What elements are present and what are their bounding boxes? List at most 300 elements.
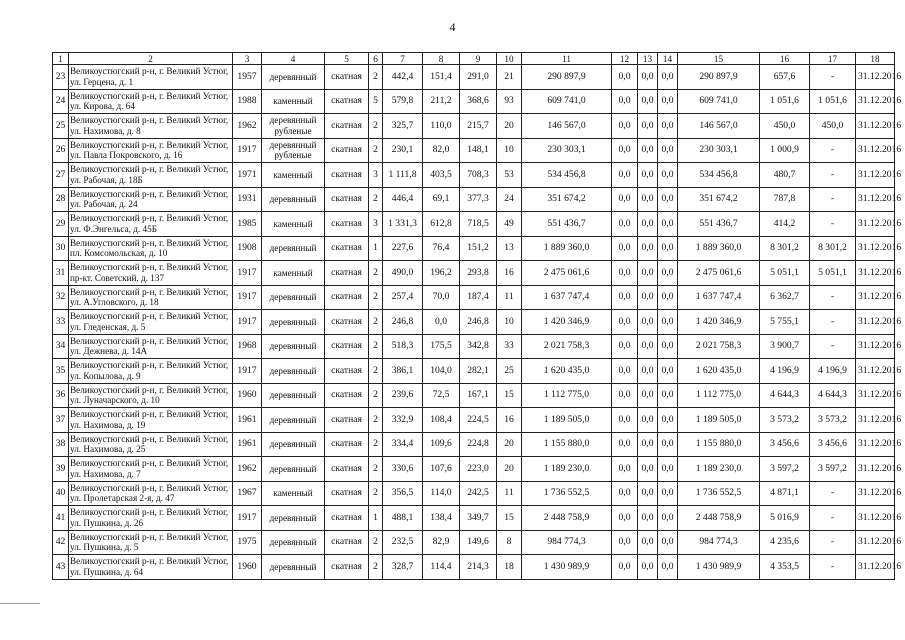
address-cell: Великоустюгский р-н, г. Великий Устюг, ул. Дежнева, д. 14А — [69, 334, 233, 359]
roof-type-cell: скатная — [325, 408, 369, 433]
fund-cell: 0,0 — [638, 432, 658, 457]
address-cell: Великоустюгский р-н, г. Великий Устюг, ул. Нахимова, д. 19 — [69, 408, 233, 433]
total-cost-cell: 1 189 505,0 — [522, 408, 612, 433]
cost-per-sqm-cell: 3 573,2 — [760, 408, 810, 433]
owner-funds-cell: 1 112 775,0 — [678, 383, 760, 408]
wall-material-cell: деревянный — [262, 530, 325, 555]
table-row — [53, 383, 895, 408]
address-cell: Великоустюгский р-н, г. Великий Устюг, ул. Пушкина, д. 64 — [69, 555, 233, 580]
address-cell: Великоустюгский р-н, г. Великий Устюг, ул. Гледенская, д. 5 — [69, 310, 233, 335]
wall-material-cell: деревянный — [262, 285, 325, 310]
common-area-cell: 175,5 — [423, 334, 460, 359]
wall-material-cell: деревянный — [262, 457, 325, 482]
completion-date-cell: 31.12.2016 — [856, 506, 895, 531]
common-area-cell: 114,0 — [423, 481, 460, 506]
residents-cell: 20 — [497, 432, 522, 457]
owner-funds-cell: 230 303,1 — [678, 138, 760, 163]
wall-material-cell: деревянный — [262, 383, 325, 408]
total-cost-cell: 551 436,7 — [522, 212, 612, 237]
completion-date-cell: 31.12.2016 — [856, 236, 895, 261]
total-cost-cell: 290 897,9 — [522, 65, 612, 90]
table-row — [53, 530, 895, 555]
roof-type-cell: скатная — [325, 334, 369, 359]
table-row — [53, 212, 895, 237]
address-cell: Великоустюгский р-н, г. Великий Устюг, ул. Кирова, д. 64 — [69, 89, 233, 114]
owner-funds-cell: 290 897,9 — [678, 65, 760, 90]
fund-cell: 0,0 — [612, 163, 638, 188]
fund-cell: 0,0 — [658, 408, 678, 433]
completion-date-cell: 31.12.2016 — [856, 114, 895, 139]
total-area-cell: 579,8 — [383, 89, 423, 114]
cost-per-sqm-cell: 1 000,9 — [760, 138, 810, 163]
living-area-cell: 246,8 — [460, 310, 497, 335]
wall-material-cell: деревянный — [262, 236, 325, 261]
cost-per-sqm-cell: 450,0 — [760, 114, 810, 139]
row-number-cell: 32 — [53, 285, 69, 310]
fund-cell: 0,0 — [638, 359, 658, 384]
floors-cell: 1 — [369, 236, 383, 261]
address-cell: Великоустюгский р-н, г. Великий Устюг, ул. Копылова, д. 9 — [69, 359, 233, 384]
fund-cell: 0,0 — [638, 212, 658, 237]
residents-cell: 10 — [497, 138, 522, 163]
floors-cell: 1 — [369, 506, 383, 531]
roof-type-cell: скатная — [325, 530, 369, 555]
owner-funds-cell: 1 637 747,4 — [678, 285, 760, 310]
fund-cell: 0,0 — [658, 138, 678, 163]
wall-material-cell: деревянный — [262, 506, 325, 531]
fund-cell: 0,0 — [612, 383, 638, 408]
max-cost-cell: - — [810, 506, 856, 531]
wall-material-cell: деревянный — [262, 310, 325, 335]
fund-cell: 0,0 — [658, 530, 678, 555]
column-number-cell: 6 — [369, 53, 383, 65]
address-cell: Великоустюгский р-н, г. Великий Устюг, ул. Рабочая, д. 18Б — [69, 163, 233, 188]
completion-date-cell: 31.12.2016 — [856, 212, 895, 237]
fund-cell: 0,0 — [658, 114, 678, 139]
wall-material-cell: деревянный — [262, 432, 325, 457]
wall-material-cell: каменный — [262, 89, 325, 114]
owner-funds-cell: 351 674,2 — [678, 187, 760, 212]
fund-cell: 0,0 — [612, 236, 638, 261]
year-built-cell: 1957 — [233, 65, 262, 90]
owner-funds-cell: 551 436,7 — [678, 212, 760, 237]
roof-type-cell: скатная — [325, 457, 369, 482]
residents-cell: 25 — [497, 359, 522, 384]
cost-per-sqm-cell: 3 456,6 — [760, 432, 810, 457]
floors-cell: 2 — [369, 481, 383, 506]
owner-funds-cell: 1 620 435,0 — [678, 359, 760, 384]
address-cell: Великоустюгский р-н, г. Великий Устюг, ул. Ф.Энгельса, д. 45Б — [69, 212, 233, 237]
max-cost-cell: - — [810, 310, 856, 335]
living-area-cell: 708,3 — [460, 163, 497, 188]
living-area-cell: 215,7 — [460, 114, 497, 139]
table-row — [53, 334, 895, 359]
fund-cell: 0,0 — [658, 432, 678, 457]
row-number-cell: 31 — [53, 261, 69, 286]
floors-cell: 2 — [369, 408, 383, 433]
completion-date-cell: 31.12.2016 — [856, 138, 895, 163]
total-area-cell: 330,6 — [383, 457, 423, 482]
year-built-cell: 1917 — [233, 506, 262, 531]
column-number-cell: 17 — [810, 53, 856, 65]
table-row — [53, 359, 895, 384]
wall-material-cell: деревянный — [262, 187, 325, 212]
wall-material-cell: деревянный — [262, 65, 325, 90]
column-number-cell: 14 — [658, 53, 678, 65]
total-cost-cell: 609 741,0 — [522, 89, 612, 114]
owner-funds-cell: 2 021 758,3 — [678, 334, 760, 359]
address-cell: Великоустюгский р-н, г. Великий Устюг, ул. Рабочая, д. 24 — [69, 187, 233, 212]
max-cost-cell: - — [810, 334, 856, 359]
owner-funds-cell: 534 456,8 — [678, 163, 760, 188]
cost-per-sqm-cell: 3 900,7 — [760, 334, 810, 359]
fund-cell: 0,0 — [612, 359, 638, 384]
fund-cell: 0,0 — [638, 506, 658, 531]
roof-type-cell: скатная — [325, 138, 369, 163]
completion-date-cell: 31.12.2016 — [856, 334, 895, 359]
max-cost-cell: - — [810, 65, 856, 90]
owner-funds-cell: 1 889 360,0 — [678, 236, 760, 261]
table-row — [53, 481, 895, 506]
fund-cell: 0,0 — [612, 334, 638, 359]
total-cost-cell: 230 303,1 — [522, 138, 612, 163]
residents-cell: 13 — [497, 236, 522, 261]
table-row — [53, 408, 895, 433]
common-area-cell: 107,6 — [423, 457, 460, 482]
completion-date-cell: 31.12.2016 — [856, 65, 895, 90]
common-area-cell: 114,4 — [423, 555, 460, 580]
common-area-cell: 0,0 — [423, 310, 460, 335]
fund-cell: 0,0 — [638, 261, 658, 286]
fund-cell: 0,0 — [638, 138, 658, 163]
completion-date-cell: 31.12.2016 — [856, 89, 895, 114]
floors-cell: 3 — [369, 163, 383, 188]
residents-cell: 10 — [497, 310, 522, 335]
row-number-cell: 23 — [53, 65, 69, 90]
table-row — [53, 261, 895, 286]
cost-per-sqm-cell: 4 235,6 — [760, 530, 810, 555]
fund-cell: 0,0 — [658, 187, 678, 212]
year-built-cell: 1908 — [233, 236, 262, 261]
floors-cell: 2 — [369, 383, 383, 408]
column-number-cell: 13 — [638, 53, 658, 65]
fund-cell: 0,0 — [612, 481, 638, 506]
table-row — [53, 236, 895, 261]
common-area-cell: 82,9 — [423, 530, 460, 555]
fund-cell: 0,0 — [658, 163, 678, 188]
common-area-cell: 109,6 — [423, 432, 460, 457]
fund-cell: 0,0 — [638, 285, 658, 310]
table-row — [53, 457, 895, 482]
max-cost-cell: 3 597,2 — [810, 457, 856, 482]
cost-per-sqm-cell: 8 301,2 — [760, 236, 810, 261]
floors-cell: 2 — [369, 261, 383, 286]
row-number-cell: 33 — [53, 310, 69, 335]
fund-cell: 0,0 — [612, 432, 638, 457]
common-area-cell: 108,4 — [423, 408, 460, 433]
fund-cell: 0,0 — [612, 138, 638, 163]
living-area-cell: 167,1 — [460, 383, 497, 408]
max-cost-cell: 8 301,2 — [810, 236, 856, 261]
address-cell: Великоустюгский р-н, г. Великий Устюг, пл. Комсомольская, д. 10 — [69, 236, 233, 261]
common-area-cell: 612,8 — [423, 212, 460, 237]
living-area-cell: 282,1 — [460, 359, 497, 384]
living-area-cell: 368,6 — [460, 89, 497, 114]
fund-cell: 0,0 — [638, 89, 658, 114]
row-number-cell: 43 — [53, 555, 69, 580]
residents-cell: 16 — [497, 408, 522, 433]
fund-cell: 0,0 — [658, 212, 678, 237]
common-area-cell: 72,5 — [423, 383, 460, 408]
fund-cell: 0,0 — [658, 555, 678, 580]
total-area-cell: 328,7 — [383, 555, 423, 580]
completion-date-cell: 31.12.2016 — [856, 457, 895, 482]
wall-material-cell: деревянный рубленые — [262, 114, 325, 139]
total-cost-cell: 1 889 360,0 — [522, 236, 612, 261]
scan-edge-line — [0, 603, 40, 604]
fund-cell: 0,0 — [658, 285, 678, 310]
fund-cell: 0,0 — [638, 334, 658, 359]
fund-cell: 0,0 — [638, 187, 658, 212]
table-row — [53, 138, 895, 163]
completion-date-cell: 31.12.2016 — [856, 359, 895, 384]
roof-type-cell: скатная — [325, 114, 369, 139]
total-area-cell: 488,1 — [383, 506, 423, 531]
total-area-cell: 257,4 — [383, 285, 423, 310]
completion-date-cell: 31.12.2016 — [856, 432, 895, 457]
roof-type-cell: скатная — [325, 163, 369, 188]
common-area-cell: 196,2 — [423, 261, 460, 286]
year-built-cell: 1967 — [233, 481, 262, 506]
living-area-cell: 151,2 — [460, 236, 497, 261]
total-area-cell: 246,8 — [383, 310, 423, 335]
wall-material-cell: деревянный — [262, 555, 325, 580]
floors-cell: 2 — [369, 432, 383, 457]
living-area-cell: 291,0 — [460, 65, 497, 90]
common-area-cell: 403,5 — [423, 163, 460, 188]
cost-per-sqm-cell: 6 362,7 — [760, 285, 810, 310]
roof-type-cell: скатная — [325, 236, 369, 261]
common-area-cell: 151,4 — [423, 65, 460, 90]
living-area-cell: 349,7 — [460, 506, 497, 531]
living-area-cell: 342,8 — [460, 334, 497, 359]
column-number-cell: 7 — [383, 53, 423, 65]
wall-material-cell: деревянный — [262, 334, 325, 359]
year-built-cell: 1961 — [233, 408, 262, 433]
table-row — [53, 187, 895, 212]
common-area-cell: 69,1 — [423, 187, 460, 212]
total-area-cell: 334,4 — [383, 432, 423, 457]
total-area-cell: 227,6 — [383, 236, 423, 261]
total-area-cell: 442,4 — [383, 65, 423, 90]
fund-cell: 0,0 — [638, 310, 658, 335]
cost-per-sqm-cell: 4 196,9 — [760, 359, 810, 384]
fund-cell: 0,0 — [612, 65, 638, 90]
row-number-cell: 39 — [53, 457, 69, 482]
floors-cell: 2 — [369, 310, 383, 335]
max-cost-cell: 4 196,9 — [810, 359, 856, 384]
floors-cell: 2 — [369, 65, 383, 90]
owner-funds-cell: 1 189 230,0 — [678, 457, 760, 482]
fund-cell: 0,0 — [638, 65, 658, 90]
max-cost-cell: - — [810, 530, 856, 555]
residents-cell: 20 — [497, 114, 522, 139]
year-built-cell: 1962 — [233, 457, 262, 482]
total-area-cell: 232,5 — [383, 530, 423, 555]
address-cell: Великоустюгский р-н, г. Великий Устюг, ул. Нахимова, д. 8 — [69, 114, 233, 139]
fund-cell: 0,0 — [638, 163, 658, 188]
owner-funds-cell: 1 420 346,9 — [678, 310, 760, 335]
year-built-cell: 1968 — [233, 334, 262, 359]
living-area-cell: 224,5 — [460, 408, 497, 433]
residents-cell: 15 — [497, 383, 522, 408]
total-cost-cell: 1 736 552,5 — [522, 481, 612, 506]
residents-cell: 16 — [497, 261, 522, 286]
total-area-cell: 332,9 — [383, 408, 423, 433]
column-number-cell: 2 — [69, 53, 233, 65]
fund-cell: 0,0 — [638, 530, 658, 555]
table-row — [53, 506, 895, 531]
wall-material-cell: каменный — [262, 261, 325, 286]
roof-type-cell: скатная — [325, 285, 369, 310]
fund-cell: 0,0 — [658, 261, 678, 286]
roof-type-cell: скатная — [325, 359, 369, 384]
fund-cell: 0,0 — [612, 212, 638, 237]
column-number-cell: 10 — [497, 53, 522, 65]
living-area-cell: 223,0 — [460, 457, 497, 482]
roof-type-cell: скатная — [325, 310, 369, 335]
total-cost-cell: 1 430 989,9 — [522, 555, 612, 580]
living-area-cell: 293,8 — [460, 261, 497, 286]
living-area-cell: 149,6 — [460, 530, 497, 555]
residents-cell: 15 — [497, 506, 522, 531]
fund-cell: 0,0 — [612, 506, 638, 531]
table-row — [53, 89, 895, 114]
max-cost-cell: 3 456,6 — [810, 432, 856, 457]
total-cost-cell: 1 420 346,9 — [522, 310, 612, 335]
year-built-cell: 1975 — [233, 530, 262, 555]
total-cost-cell: 1 189 230,0 — [522, 457, 612, 482]
table-row — [53, 555, 895, 580]
address-cell: Великоустюгский р-н, г. Великий Устюг, ул. Пролетарская 2-я, д. 47 — [69, 481, 233, 506]
fund-cell: 0,0 — [612, 285, 638, 310]
living-area-cell: 242,5 — [460, 481, 497, 506]
fund-cell: 0,0 — [658, 457, 678, 482]
completion-date-cell: 31.12.2016 — [856, 555, 895, 580]
living-area-cell: 214,3 — [460, 555, 497, 580]
column-number-row — [53, 53, 895, 65]
owner-funds-cell: 2 475 061,6 — [678, 261, 760, 286]
cost-per-sqm-cell: 5 755,1 — [760, 310, 810, 335]
residents-cell: 24 — [497, 187, 522, 212]
row-number-cell: 27 — [53, 163, 69, 188]
living-area-cell: 377,3 — [460, 187, 497, 212]
floors-cell: 2 — [369, 530, 383, 555]
address-cell: Великоустюгский р-н, г. Великий Устюг, ул. Нахимова, д. 25 — [69, 432, 233, 457]
row-number-cell: 35 — [53, 359, 69, 384]
wall-material-cell: деревянный рубленые — [262, 138, 325, 163]
column-number-cell: 3 — [233, 53, 262, 65]
row-number-cell: 37 — [53, 408, 69, 433]
completion-date-cell: 31.12.2016 — [856, 408, 895, 433]
roof-type-cell: скатная — [325, 432, 369, 457]
roof-type-cell: скатная — [325, 261, 369, 286]
owner-funds-cell: 146 567,0 — [678, 114, 760, 139]
total-cost-cell: 2 475 061,6 — [522, 261, 612, 286]
address-cell: Великоустюгский р-н, г. Великий Устюг, ул. Павла Покровского, д. 16 — [69, 138, 233, 163]
column-number-cell: 15 — [678, 53, 760, 65]
row-number-cell: 30 — [53, 236, 69, 261]
common-area-cell: 70,0 — [423, 285, 460, 310]
year-built-cell: 1985 — [233, 212, 262, 237]
max-cost-cell: 4 644,3 — [810, 383, 856, 408]
floors-cell: 2 — [369, 114, 383, 139]
address-cell: Великоустюгский р-н, г. Великий Устюг, ул. Пушкина, д. 5 — [69, 530, 233, 555]
wall-material-cell: каменный — [262, 212, 325, 237]
fund-cell: 0,0 — [638, 383, 658, 408]
total-cost-cell: 1 620 435,0 — [522, 359, 612, 384]
fund-cell: 0,0 — [638, 236, 658, 261]
year-built-cell: 1971 — [233, 163, 262, 188]
wall-material-cell: каменный — [262, 163, 325, 188]
row-number-cell: 28 — [53, 187, 69, 212]
year-built-cell: 1917 — [233, 138, 262, 163]
fund-cell: 0,0 — [658, 89, 678, 114]
cost-per-sqm-cell: 480,7 — [760, 163, 810, 188]
fund-cell: 0,0 — [638, 481, 658, 506]
floors-cell: 2 — [369, 285, 383, 310]
total-cost-cell: 1 112 775,0 — [522, 383, 612, 408]
residents-cell: 33 — [497, 334, 522, 359]
completion-date-cell: 31.12.2016 — [856, 310, 895, 335]
roof-type-cell: скатная — [325, 187, 369, 212]
fund-cell: 0,0 — [612, 187, 638, 212]
fund-cell: 0,0 — [612, 408, 638, 433]
fund-cell: 0,0 — [638, 457, 658, 482]
row-number-cell: 24 — [53, 89, 69, 114]
address-cell: Великоустюгский р-н, г. Великий Устюг, пр-кт. Советский, д. 137 — [69, 261, 233, 286]
floors-cell: 2 — [369, 359, 383, 384]
fund-cell: 0,0 — [638, 114, 658, 139]
table-row — [53, 114, 895, 139]
row-number-cell: 25 — [53, 114, 69, 139]
fund-cell: 0,0 — [658, 334, 678, 359]
address-cell: Великоустюгский р-н, г. Великий Устюг, ул. Герцена, д. 1 — [69, 65, 233, 90]
total-area-cell: 518,3 — [383, 334, 423, 359]
floors-cell: 2 — [369, 138, 383, 163]
address-cell: Великоустюгский р-н, г. Великий Устюг, ул. Нахимова, д. 7 — [69, 457, 233, 482]
fund-cell: 0,0 — [658, 359, 678, 384]
residents-cell: 21 — [497, 65, 522, 90]
row-number-cell: 41 — [53, 506, 69, 531]
total-area-cell: 325,7 — [383, 114, 423, 139]
cost-per-sqm-cell: 4 353,5 — [760, 555, 810, 580]
row-number-cell: 34 — [53, 334, 69, 359]
total-cost-cell: 1 637 747,4 — [522, 285, 612, 310]
total-cost-cell: 351 674,2 — [522, 187, 612, 212]
fund-cell: 0,0 — [612, 261, 638, 286]
owner-funds-cell: 2 448 758,9 — [678, 506, 760, 531]
floors-cell: 5 — [369, 89, 383, 114]
owner-funds-cell: 1 189 505,0 — [678, 408, 760, 433]
row-number-cell: 36 — [53, 383, 69, 408]
total-cost-cell: 2 448 758,9 — [522, 506, 612, 531]
total-area-cell: 239,6 — [383, 383, 423, 408]
wall-material-cell: деревянный — [262, 408, 325, 433]
living-area-cell: 187,4 — [460, 285, 497, 310]
max-cost-cell: - — [810, 163, 856, 188]
roof-type-cell: скатная — [325, 89, 369, 114]
